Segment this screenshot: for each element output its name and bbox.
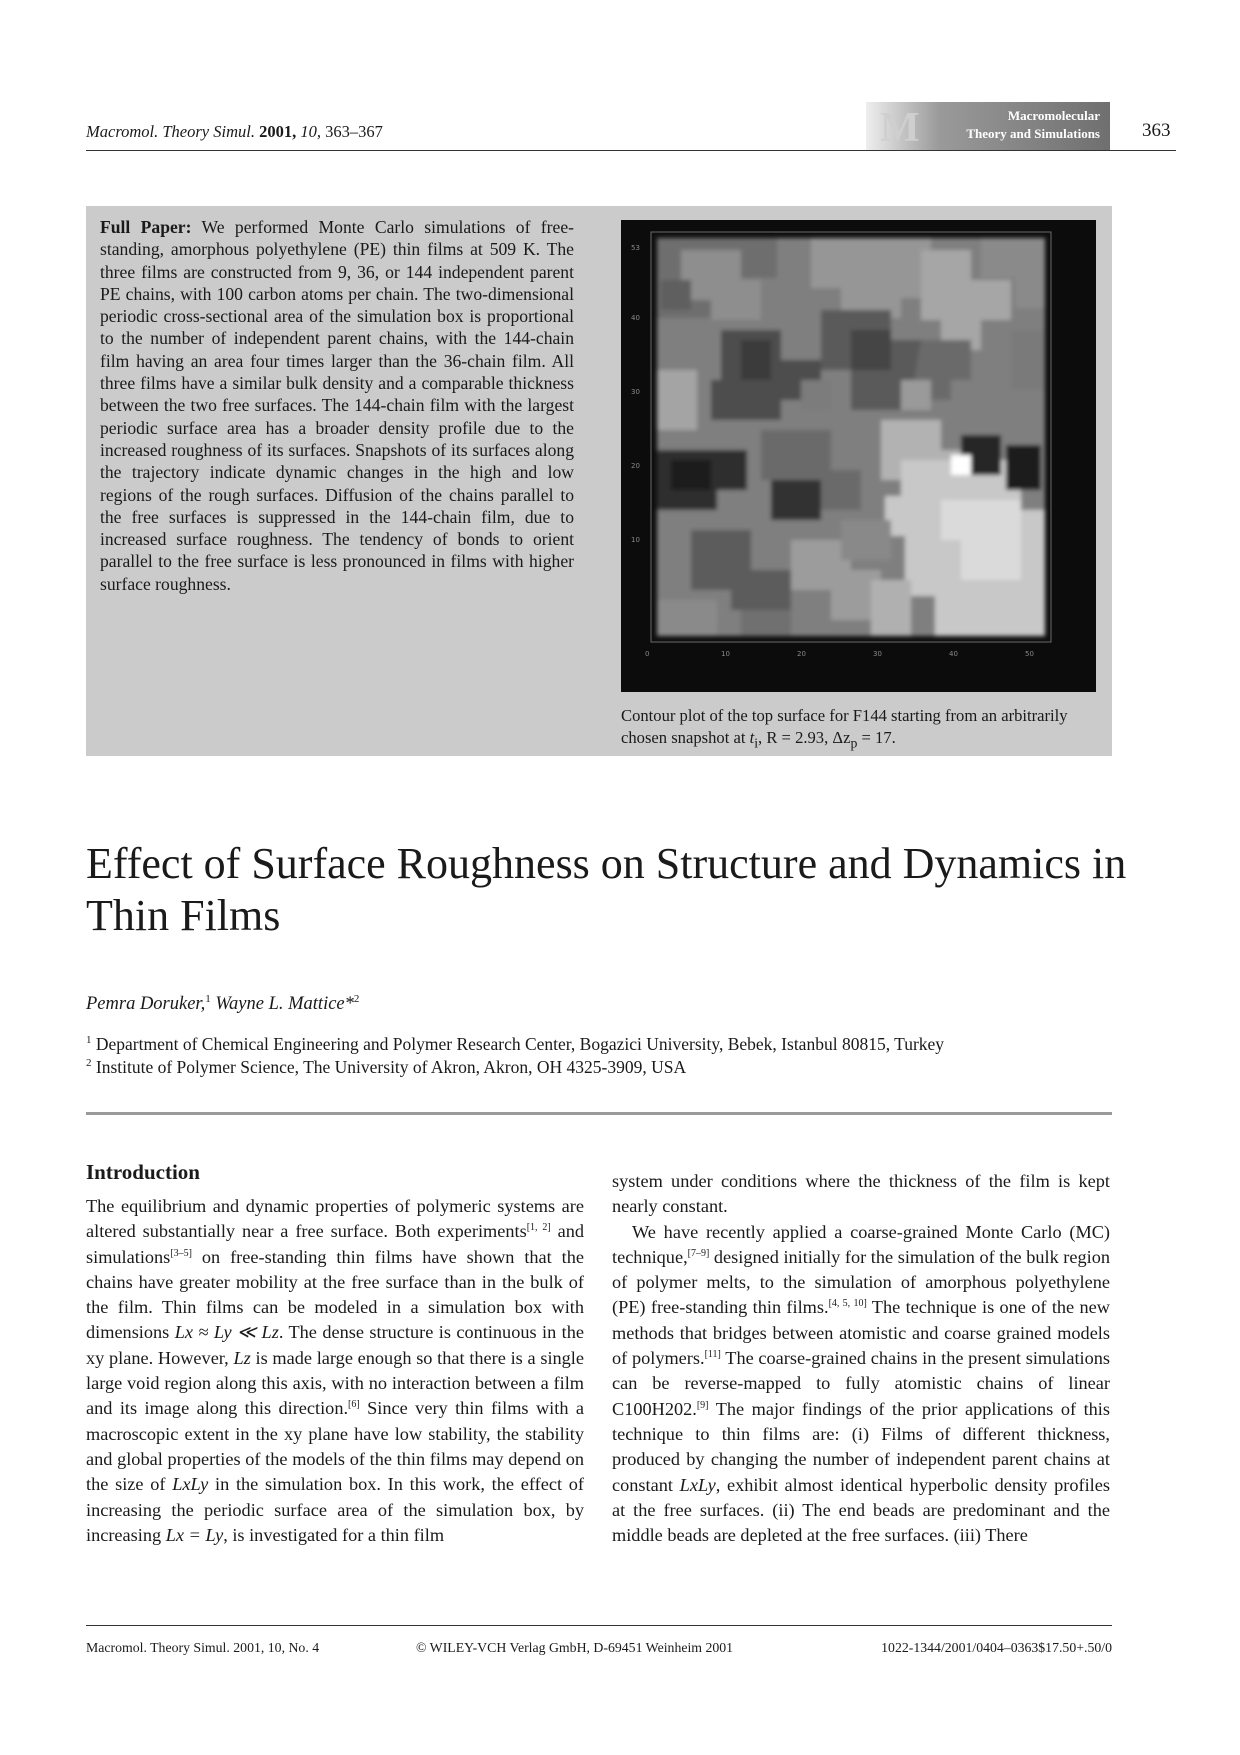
x-tick-label: 0 xyxy=(645,650,650,658)
logo-line-1: Macromolecular xyxy=(1007,108,1100,123)
author-1: Pemra Doruker, xyxy=(86,994,206,1015)
running-header-citation xyxy=(86,122,383,142)
y-tick-label: 30 xyxy=(631,388,640,396)
footer-copyright: © WILEY-VCH Verlag GmbH, D-69451 Weinheim 2001 xyxy=(416,1640,734,1655)
affiliation-1: $^1$ Department of Chemical Engineering and Polymer Research Center, Bogazici University, Bebek, Istanbul 80815, Turkey xyxy=(86,1034,945,1054)
abstract-text xyxy=(100,216,574,595)
footer-citation: Macromol. Theory Simul. 2001, 10, No. 4 xyxy=(86,1640,320,1655)
author-2: Wayne L. Mattice* xyxy=(215,994,354,1015)
article-title: Effect of Surface Roughness on Structure and Dynamics in Thin Films xyxy=(86,839,1127,940)
journal-pages: 363–367 xyxy=(325,122,383,141)
title-rule xyxy=(86,1112,1112,1115)
author-line: Pemra Doruker,$^1$ Wayne L. Mattice*$^2$ xyxy=(86,993,360,1015)
body-column-right xyxy=(612,1169,1110,1548)
contour-plot-figure xyxy=(621,220,1096,692)
x-tick-label: 10 xyxy=(721,650,730,658)
paragraph: system under conditions where the thickness of the film is kept nearly constant. xyxy=(612,1171,1110,1217)
logo-letter: M xyxy=(880,105,920,151)
y-tick-label: 53 xyxy=(631,244,640,252)
footer-rule xyxy=(86,1625,1112,1626)
abstract-body: We performed Monte Carlo simulations of free-standing, amorphous polyethylene (PE) thin films at 509 K. The three films are constructed from 9, 36, or 144 independent parent PE chains, with 100 carbon atoms per chain. The two-dimensional periodic cross-sectional area of the simulation box is proportional to the number of independent parent chains, with the 144-chain film having an area four times larger than the 36-chain film. All three films have a similar bulk density and a comparable thickness between the two free surfaces. The 144-chain film with the largest periodic surface area has a broader density profile due to the increased roughness of its surfaces. Snapshots of its surfaces along the trajectory indicate dynamic changes in the high and low regions of the rough surfaces. Diffusion of the chains parallel to the free surfaces is suppressed in the 144-chain film, due to increased surface roughness. The tendency of bonds to orient parallel to the free surface is less pronounced in films with higher surface roughness. xyxy=(100,217,574,594)
page-number: 363 xyxy=(1142,120,1171,141)
footer-issn: 1022-1344/2001/0404–0363$17.50+.50/0 xyxy=(881,1640,1112,1655)
x-tick-label: 50 xyxy=(1025,650,1034,658)
logo-line-2: Theory and Simulations xyxy=(966,126,1100,141)
journal-logo xyxy=(866,102,1110,150)
paragraph: We have recently applied a coarse-grained Monte Carlo (MC) technique,[7–9] designed initially for the simulation of the bulk region of polymer melts, to the simulation of amorphous polyethylene (PE) free-standing thin films.[4, 5, 10] The technique is one of the new methods that bridges between atomistic and coarse grained models of polymers.[11] The coarse-grained chains in the present simulations can be reverse-mapped to fully atomistic chains of linear C100H202.[9] The major findings of the prior applications of this technique to thin films are: (i) Films of different thickness, produced by changing the number of independent parent chains at constant LxLy, exhibit almost identical hyperbolic density profiles at the free surfaces. (ii) The end beads are predominant and the middle beads are depleted at the free surfaces. (iii) There xyxy=(612,1221,1111,1546)
x-tick-label: 40 xyxy=(949,650,958,658)
x-tick-label: 20 xyxy=(797,650,806,658)
body-column-left xyxy=(86,1194,584,1548)
y-tick-label: 20 xyxy=(631,462,640,470)
figure-caption: Contour plot of the top surface for F144 starting from an arbitrarily chosen snapshot at $t_i$, R = 2.93, $\Delta z_p = 17$. xyxy=(621,706,1068,751)
journal-abbrev: Macromol. Theory Simul. xyxy=(86,122,255,141)
y-tick-label: 40 xyxy=(631,314,640,322)
header-rule xyxy=(86,150,1176,151)
journal-volume: 10, xyxy=(300,122,321,141)
affiliation-2: $^2$ Institute of Polymer Science, The University of Akron, Akron, OH 4325-3909, USA xyxy=(86,1057,687,1077)
y-tick-label: 10 xyxy=(631,536,640,544)
x-tick-label: 30 xyxy=(873,650,882,658)
contour-plot-image xyxy=(621,220,1096,692)
journal-year: 2001, xyxy=(259,122,297,141)
abstract-label: Full Paper: xyxy=(100,217,192,237)
section-heading: Introduction xyxy=(86,1160,200,1184)
paragraph: The equilibrium and dynamic properties of polymeric systems are altered substantially near a free surface. Both experiments[1, 2] and simulations[3–5] on free-standing thin films have shown that the chains have greater mobility at the free surface than in the bulk of the film. Thin films can be modeled in a simulation box with dimensions Lx ≈ Ly ≪ Lz. The dense structure is continuous in the xy plane. However, Lz is made large enough so that there is a single large void region along this axis, with no interaction between a film and its image along this direction.[6] Since very thin films with a macroscopic extent in the xy plane have low stability, the stability and global properties of the models of the thin films may depend on the size of LxLy in the simulation box. In this work, the effect of increasing the periodic surface area of the simulation box, by increasing Lx = Ly, is investigated for a thin film xyxy=(86,1196,585,1545)
